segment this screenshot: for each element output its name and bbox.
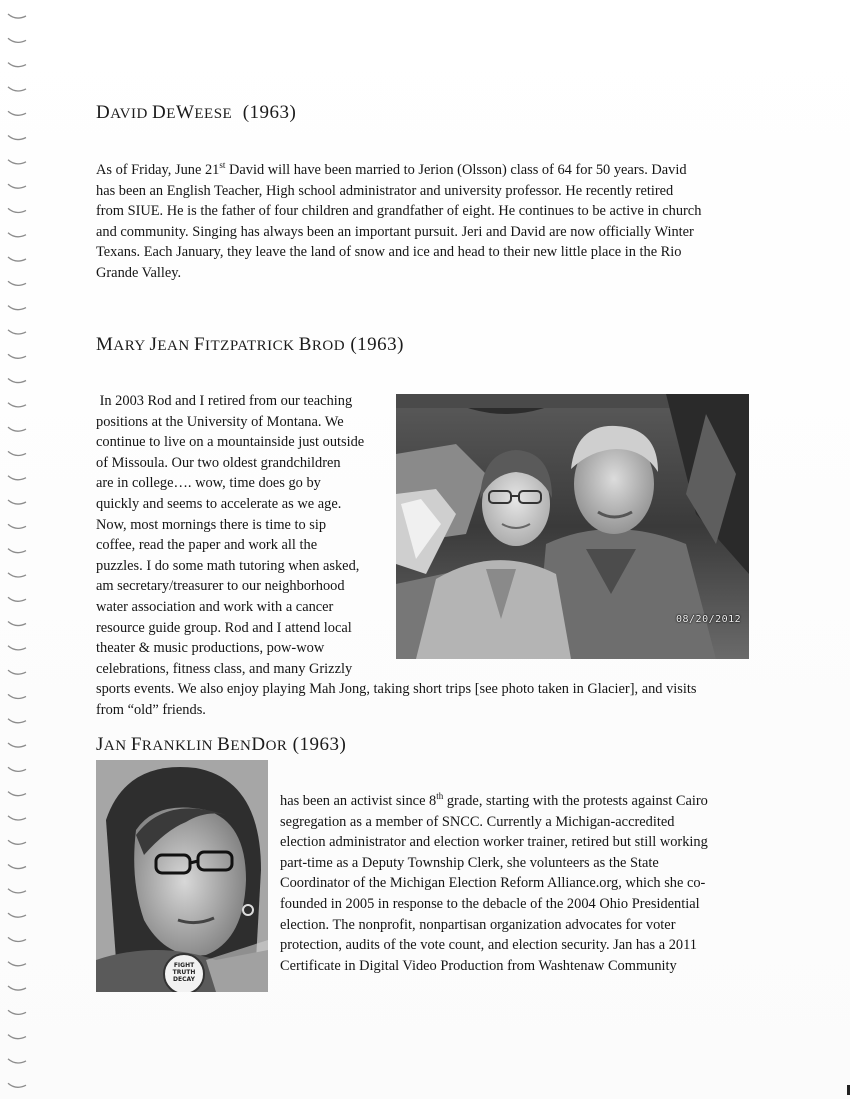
binding-mark (8, 792, 26, 796)
text-line: from “old” friends. (96, 701, 206, 718)
text-line: puzzles. I do some math tutoring when asked, (96, 557, 360, 574)
binding-mark (8, 1083, 26, 1087)
binding-mark (8, 719, 26, 723)
binding-mark (8, 257, 26, 261)
binding-mark (8, 427, 26, 431)
binding-mark (8, 573, 26, 577)
binding-mark (8, 962, 26, 966)
binding-mark (8, 330, 26, 334)
binding-mark (8, 549, 26, 553)
binding-mark (8, 184, 26, 188)
button-text-line: TRUTH (172, 969, 196, 976)
binding-mark (8, 816, 26, 820)
binding-mark (8, 840, 26, 844)
text-line: water association and work with a cancer (96, 598, 334, 615)
binding-mark (8, 233, 26, 237)
text-line: theater & music productions, pow-wow (96, 640, 325, 657)
text-line: Coordinator of the Michigan Election Reform Alliance.org, which she co- (280, 875, 706, 892)
text-line: founded in 2005 in response to the debacle of the 2004 Ohio Presidential (280, 895, 700, 912)
binding-mark (8, 87, 26, 91)
binding-mark (8, 136, 26, 140)
heading-david-deweese: DAVID DEWEESE (1963) (96, 102, 297, 123)
binding-mark (8, 1059, 26, 1063)
photo-jan-bendor (96, 760, 268, 992)
text-line: Now, most mornings there is time to sip (96, 516, 327, 533)
button-text-line: DECAY (173, 976, 195, 983)
binding-mark (8, 767, 26, 771)
binding-mark (8, 403, 26, 407)
binding-mark (8, 208, 26, 212)
text-line: Texans. Each January, they leave the land of snow and ice and head to their new little place in the Rio (96, 244, 682, 261)
text-line: sports events. We also enjoy playing Mah Jong, taking short trips [see photo taken in Glacier], and visits (96, 681, 697, 698)
text-line: segregation as a member of SNCC. Currently a Michigan-accredited (280, 813, 675, 830)
text-line: quickly and seems to accelerate as we age. (96, 495, 342, 512)
text-line: of Missoula. Our two oldest grandchildren (96, 454, 341, 471)
paragraph-jan-bendor (280, 791, 708, 976)
text-line: and community. Singing has always been an important pursuit. Jeri and David are now officially Winter (96, 223, 694, 240)
paragraph-david-deweese (96, 160, 701, 284)
button-text-line: FIGHT (173, 962, 195, 969)
text-line: resource guide group. Rod and I attend local (96, 619, 352, 636)
binding-mark (8, 14, 26, 18)
text-line: As of Friday, June 21st David will have been married to Jerion (Olsson) class of 64 for 50 years. David (96, 160, 687, 178)
binding-mark (8, 913, 26, 917)
binding-mark (8, 500, 26, 504)
text-line: coffee, read the paper and work all the (96, 537, 318, 554)
binding-mark (8, 597, 26, 601)
binding-mark (8, 694, 26, 698)
text-line: part-time as a Deputy Township Clerk, she volunteers as the State (280, 854, 659, 871)
fight-truth-decay-button (170, 962, 198, 983)
binding-mark (8, 63, 26, 67)
binding-mark (8, 622, 26, 626)
binding-mark (8, 889, 26, 893)
text-line: positions at the University of Montana. We (96, 413, 344, 430)
binding-mark (8, 160, 26, 164)
binding-mark (8, 865, 26, 869)
binding-mark (8, 306, 26, 310)
binding-mark (8, 986, 26, 990)
text-line: Certificate in Digital Video Production from Washtenaw Community (280, 957, 677, 974)
binding-mark (8, 111, 26, 115)
binding-mark (8, 937, 26, 941)
binding-mark (8, 38, 26, 42)
text-line: am secretary/treasurer to our neighborhood (96, 578, 345, 595)
binding-mark (8, 379, 26, 383)
binding-mark (8, 646, 26, 650)
heading-mary-jean-brod: MARY JEAN FITZPATRICK BROD (1963) (96, 334, 404, 355)
text-line: has been an activist since 8th grade, starting with the protests against Cairo (280, 791, 708, 809)
text-line: from SIUE. He is the father of four children and grandfather of eight. He continues to be active in church (96, 203, 702, 220)
binding-mark (8, 354, 26, 358)
binding-mark (8, 451, 26, 455)
text-line: celebrations, fitness class, and many Grizzly (96, 660, 353, 677)
binding-mark (8, 1035, 26, 1039)
binding-mark (8, 743, 26, 747)
binding-mark (8, 281, 26, 285)
text-line: continue to live on a mountainside just outside (96, 434, 365, 451)
spiral-binding (6, 0, 36, 1099)
photo-date-stamp: 08/20/2012 (676, 614, 742, 625)
text-line: has been an English Teacher, High school administrator and university professor. He recently retired (96, 182, 674, 199)
binding-mark (8, 524, 26, 528)
binding-mark (8, 476, 26, 480)
text-line: election. The nonprofit, nonpartisan organization advocates for voter (280, 916, 676, 933)
heading-jan-franklin-bendor: JAN FRANKLIN BENDOR (1963) (96, 734, 347, 755)
binding-mark (8, 1010, 26, 1014)
text-line: election administrator and election worker trainer, retired but still working (280, 834, 708, 851)
text-line: Grande Valley. (96, 264, 182, 281)
binding-mark (8, 670, 26, 674)
text-line: protection, audits of the vote count, and election security. Jan has a 2011 (280, 937, 697, 954)
text-line: In 2003 Rod and I retired from our teaching (96, 393, 353, 409)
text-line: are in college…. wow, time does go by (96, 475, 321, 492)
